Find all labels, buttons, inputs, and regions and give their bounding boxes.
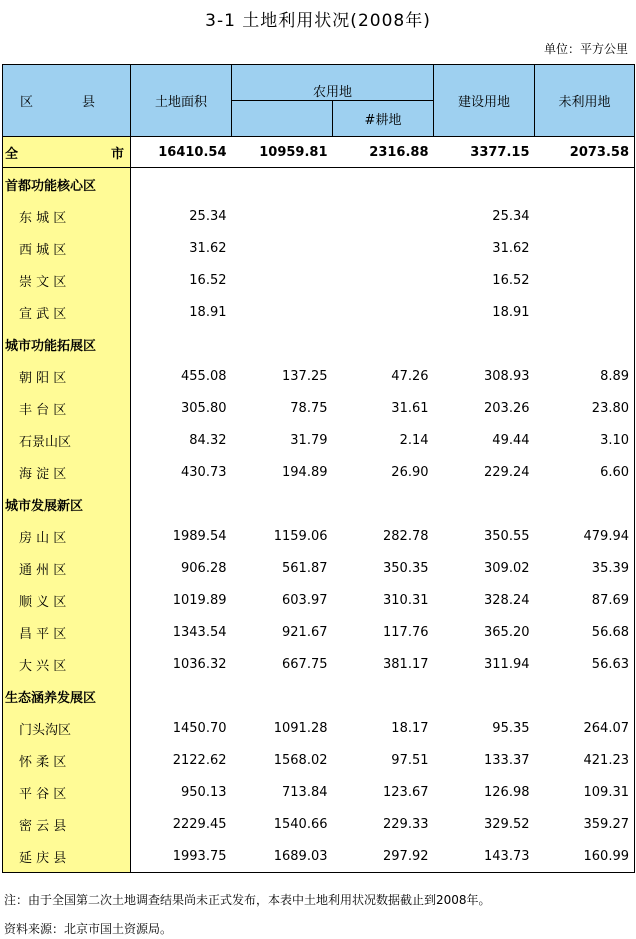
row-name: 延 庆 县 bbox=[3, 840, 131, 873]
cell-agri: 1091.28 bbox=[273, 720, 328, 736]
cell-construction: 365.20 bbox=[484, 624, 530, 640]
cell-agri: 31.79 bbox=[290, 432, 328, 448]
cell-arable: 18.17 bbox=[391, 720, 429, 736]
cell-arable bbox=[333, 328, 434, 360]
table-row bbox=[3, 584, 635, 616]
cell-unused: 2073.58 bbox=[535, 137, 635, 168]
cell-construction bbox=[434, 680, 535, 712]
cell-construction bbox=[434, 328, 535, 360]
row-name: 城市功能拓展区 bbox=[3, 328, 131, 360]
cell-unused bbox=[535, 264, 635, 296]
unit-label: 单位：平方公里 bbox=[543, 42, 628, 56]
table-row bbox=[3, 616, 635, 648]
header-land-area: 土地面积 bbox=[131, 65, 232, 137]
cell-arable bbox=[333, 680, 434, 712]
cell-area: 1993.75 bbox=[131, 840, 232, 873]
table-row bbox=[3, 232, 635, 264]
cell-unused bbox=[535, 488, 635, 520]
row-name: 平 谷 区 bbox=[3, 776, 131, 808]
cell-arable: 123.67 bbox=[383, 784, 429, 800]
group-row bbox=[3, 168, 635, 201]
cell-unused: 8.89 bbox=[535, 360, 635, 392]
cell-agri bbox=[232, 296, 333, 328]
page-title: 3-1 土地利用状况(2008年) bbox=[205, 11, 431, 31]
table-row bbox=[3, 744, 635, 776]
cell-agri: 1689.03 bbox=[232, 840, 333, 873]
cell-arable: 117.76 bbox=[383, 624, 429, 640]
group-row bbox=[3, 488, 635, 520]
header-agri-sub bbox=[232, 101, 333, 137]
row-name: 昌 平 区 bbox=[3, 616, 131, 648]
data-source: 资料来源：北京市国土资源局。 bbox=[4, 922, 173, 936]
cell-arable: 310.31 bbox=[383, 592, 429, 608]
group-row bbox=[3, 680, 635, 712]
cell-construction bbox=[434, 488, 535, 520]
row-name: 崇 文 区 bbox=[3, 264, 131, 296]
row-name: 顺 义 区 bbox=[3, 584, 131, 616]
cell-construction: 328.24 bbox=[484, 592, 530, 608]
cell-unused: 109.31 bbox=[535, 776, 635, 808]
table-row bbox=[3, 776, 635, 808]
cell-unused: 23.80 bbox=[535, 392, 635, 424]
cell-construction: 31.62 bbox=[492, 240, 530, 256]
cell-agri: 1540.66 bbox=[273, 816, 328, 832]
row-name: 朝 阳 区 bbox=[3, 360, 131, 392]
cell-arable: 31.61 bbox=[391, 400, 429, 416]
cell-unused: 3.10 bbox=[535, 424, 635, 456]
cell-area: 1343.54 bbox=[172, 624, 227, 640]
footnote: 注：由于全国第二次土地调查结果尚未正式发布，本表中土地利用状况数据截止到2008年。 bbox=[4, 893, 491, 907]
cell-unused bbox=[535, 200, 635, 232]
cell-unused: 160.99 bbox=[535, 840, 635, 873]
cell-construction: 133.37 bbox=[484, 752, 530, 768]
cell-unused: 264.07 bbox=[535, 712, 635, 744]
cell-arable: 381.17 bbox=[383, 656, 429, 672]
cell-area: 31.62 bbox=[189, 240, 227, 256]
cell-construction: 95.35 bbox=[492, 720, 530, 736]
cell-arable bbox=[333, 168, 434, 201]
table-row bbox=[3, 264, 635, 296]
row-name: 怀 柔 区 bbox=[3, 744, 131, 776]
cell-arable: 2316.88 bbox=[333, 137, 434, 168]
row-name: 生态涵养发展区 bbox=[3, 680, 131, 712]
cell-area: 1450.70 bbox=[172, 720, 227, 736]
row-name: 石景山区 bbox=[3, 424, 131, 456]
cell-unused bbox=[535, 680, 635, 712]
row-name: 西 城 区 bbox=[3, 232, 131, 264]
table-row bbox=[3, 456, 635, 488]
cell-construction: 143.73 bbox=[434, 840, 535, 873]
group-row bbox=[3, 328, 635, 360]
row-name: 门头沟区 bbox=[3, 712, 131, 744]
cell-construction bbox=[434, 168, 535, 201]
cell-construction: 18.91 bbox=[492, 304, 530, 320]
cell-construction: 309.02 bbox=[484, 560, 530, 576]
cell-unused: 56.68 bbox=[535, 616, 635, 648]
cell-construction: 16.52 bbox=[492, 272, 530, 288]
cell-area: 1019.89 bbox=[172, 592, 227, 608]
cell-unused: 35.39 bbox=[535, 552, 635, 584]
row-name: 宣 武 区 bbox=[3, 296, 131, 328]
cell-arable: 97.51 bbox=[391, 752, 429, 768]
cell-unused bbox=[535, 296, 635, 328]
header-unused-land: 未利用地 bbox=[535, 65, 635, 137]
cell-area: 455.08 bbox=[181, 368, 227, 384]
cell-arable: 2.14 bbox=[399, 432, 429, 448]
cell-area: 2229.45 bbox=[172, 816, 227, 832]
table-row bbox=[3, 360, 635, 392]
cell-area bbox=[131, 680, 232, 712]
cell-area: 950.13 bbox=[181, 784, 227, 800]
table-body bbox=[3, 137, 635, 873]
table-row bbox=[3, 424, 635, 456]
cell-construction: 203.26 bbox=[484, 400, 530, 416]
cell-construction: 229.24 bbox=[484, 464, 530, 480]
cell-area: 2122.62 bbox=[172, 752, 227, 768]
row-name: 大 兴 区 bbox=[3, 648, 131, 680]
cell-unused bbox=[535, 168, 635, 201]
header-agricultural-land: 农用地 bbox=[232, 65, 434, 101]
row-name: 东 城 区 bbox=[3, 200, 131, 232]
cell-agri bbox=[232, 232, 333, 264]
cell-agri bbox=[232, 680, 333, 712]
cell-agri bbox=[232, 328, 333, 360]
cell-unused: 421.23 bbox=[535, 744, 635, 776]
row-name: 城市发展新区 bbox=[3, 488, 131, 520]
header-arable-land: #耕地 bbox=[333, 101, 434, 137]
cell-agri: 667.75 bbox=[282, 656, 328, 672]
cell-unused bbox=[535, 328, 635, 360]
cell-area bbox=[131, 328, 232, 360]
cell-arable: 26.90 bbox=[391, 464, 429, 480]
row-name: 房 山 区 bbox=[3, 520, 131, 552]
cell-unused: 359.27 bbox=[535, 808, 635, 840]
table-row bbox=[3, 392, 635, 424]
cell-arable bbox=[333, 296, 434, 328]
cell-agri: 561.87 bbox=[282, 560, 328, 576]
row-name: 海 淀 区 bbox=[3, 456, 131, 488]
cell-arable: 297.92 bbox=[333, 840, 434, 873]
cell-arable: 229.33 bbox=[383, 816, 429, 832]
cell-construction: 25.34 bbox=[492, 208, 530, 224]
total-row bbox=[3, 137, 635, 168]
cell-construction: 126.98 bbox=[484, 784, 530, 800]
table-row bbox=[3, 296, 635, 328]
cell-area: 16410.54 bbox=[131, 137, 232, 168]
cell-arable bbox=[333, 264, 434, 296]
cell-agri bbox=[232, 200, 333, 232]
table-row bbox=[3, 648, 635, 680]
table-row bbox=[3, 552, 635, 584]
table-row bbox=[3, 808, 635, 840]
cell-agri bbox=[232, 168, 333, 201]
cell-unused: 479.94 bbox=[535, 520, 635, 552]
cell-area: 305.80 bbox=[181, 400, 227, 416]
cell-agri: 194.89 bbox=[282, 464, 328, 480]
cell-area: 84.32 bbox=[189, 432, 227, 448]
cell-arable: 350.35 bbox=[383, 560, 429, 576]
cell-unused: 56.63 bbox=[535, 648, 635, 680]
row-name: 丰 台 区 bbox=[3, 392, 131, 424]
cell-construction: 49.44 bbox=[492, 432, 530, 448]
cell-construction: 329.52 bbox=[484, 816, 530, 832]
header-construction-land: 建设用地 bbox=[434, 65, 535, 137]
row-name: 首都功能核心区 bbox=[3, 168, 131, 201]
cell-arable: 47.26 bbox=[391, 368, 429, 384]
table-row bbox=[3, 520, 635, 552]
cell-arable: 282.78 bbox=[383, 528, 429, 544]
land-use-table bbox=[2, 64, 635, 873]
cell-agri: 137.25 bbox=[282, 368, 328, 384]
cell-construction: 350.55 bbox=[484, 528, 530, 544]
cell-construction: 308.93 bbox=[484, 368, 530, 384]
cell-area bbox=[131, 168, 232, 201]
cell-construction: 3377.15 bbox=[434, 137, 535, 168]
cell-arable bbox=[333, 488, 434, 520]
cell-area: 16.52 bbox=[189, 272, 227, 288]
cell-agri: 921.67 bbox=[282, 624, 328, 640]
header-district: 区 县 bbox=[3, 65, 131, 137]
cell-area: 18.91 bbox=[189, 304, 227, 320]
cell-arable bbox=[333, 232, 434, 264]
cell-area: 906.28 bbox=[181, 560, 227, 576]
cell-area: 25.34 bbox=[189, 208, 227, 224]
cell-arable bbox=[333, 200, 434, 232]
cell-area: 430.73 bbox=[181, 464, 227, 480]
cell-unused bbox=[535, 232, 635, 264]
cell-agri: 1159.06 bbox=[273, 528, 328, 544]
cell-agri: 10959.81 bbox=[232, 137, 333, 168]
table-row bbox=[3, 712, 635, 744]
table-row bbox=[3, 840, 635, 873]
cell-construction: 311.94 bbox=[484, 656, 530, 672]
table-row bbox=[3, 200, 635, 232]
cell-agri: 78.75 bbox=[290, 400, 328, 416]
cell-agri: 603.97 bbox=[282, 592, 328, 608]
row-name: 全 市 bbox=[3, 137, 131, 168]
cell-unused: 87.69 bbox=[535, 584, 635, 616]
row-name: 密 云 县 bbox=[3, 808, 131, 840]
cell-area: 1036.32 bbox=[172, 656, 227, 672]
cell-unused: 6.60 bbox=[535, 456, 635, 488]
cell-agri: 1568.02 bbox=[273, 752, 328, 768]
cell-agri bbox=[232, 488, 333, 520]
cell-area bbox=[131, 488, 232, 520]
row-name: 通 州 区 bbox=[3, 552, 131, 584]
cell-agri: 713.84 bbox=[282, 784, 328, 800]
cell-agri bbox=[232, 264, 333, 296]
cell-area: 1989.54 bbox=[172, 528, 227, 544]
